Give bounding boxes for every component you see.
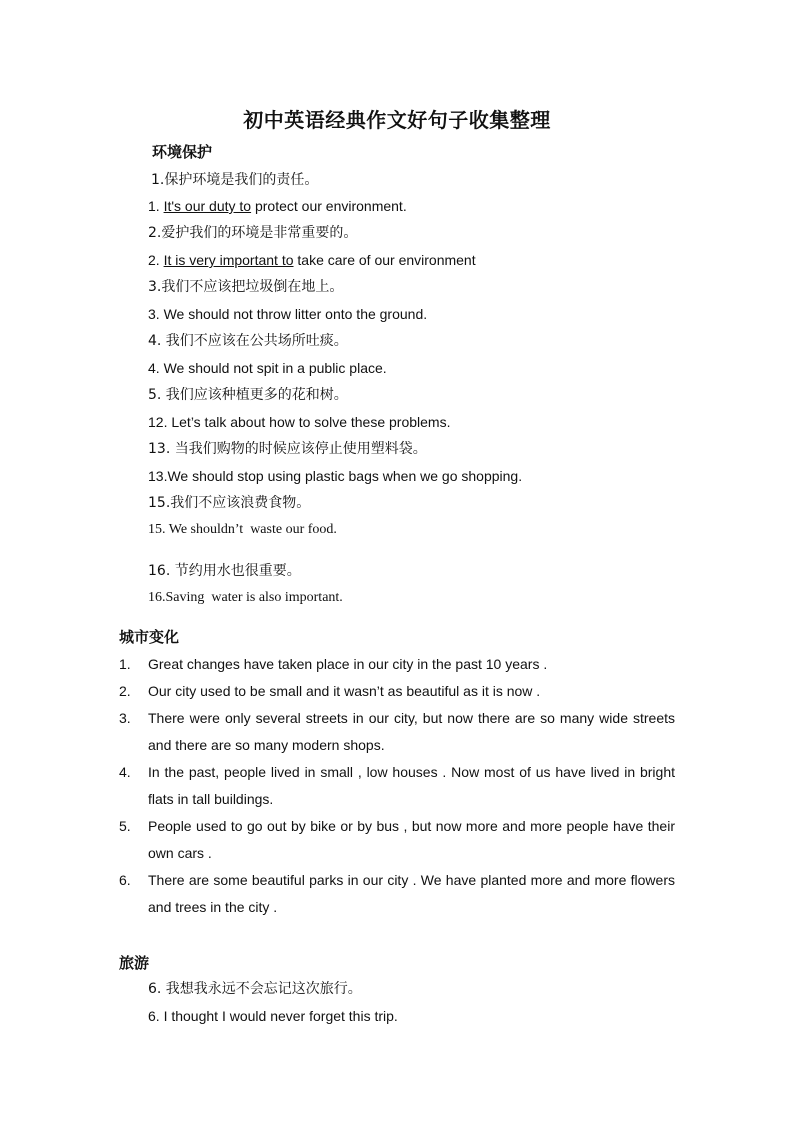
sentence-cn-13: 13. 当我们购物的时候应该停止使用塑料袋。 [148,441,427,457]
city-sentence-list [119,651,675,921]
section-heading-travel: 旅游 [119,954,150,972]
sentence-en-3: 3. We should not throw litter onto the ground. [148,306,428,322]
sentence-cn-3: 3.我们不应该把垃圾倒在地上。 [148,279,344,295]
sentence-en-13: 13.We should stop using plastic bags when we go shopping. [148,468,523,484]
sentence-cn-1: 1.保护环境是我们的责任。 [151,172,319,188]
sentence-en-2 [148,251,476,269]
sentence-en-1 [148,197,407,215]
sentence-cn-16: 16. 节约用水也很重要。 [148,563,301,579]
list-item-number: 3. [119,710,131,726]
sentence-en-4: 4. We should not spit in a public place. [148,360,387,376]
sentence-cn-2: 2.爱护我们的环境是非常重要的。 [148,225,358,241]
list-item-text: People used to go out by bike or by bus , but now more and more people have their own cars . [148,818,675,861]
list-item-text: There were only several streets in our city, but now there are so many wide streets and there are so many modern shops. [148,710,675,753]
list-item-number: 2. [119,683,131,699]
list-item-text: There are some beautiful parks in our city . We have planted more and more flowers and trees in the city . [148,872,675,915]
sentence-en-travel-6: 6. I thought I would never forget this trip. [148,1008,398,1024]
list-item-text: Our city used to be small and it wasn’t as beautiful as it is now . [148,683,541,699]
list-item [119,705,675,759]
sentence-cn-5: 5. 我们应该种植更多的花和树。 [148,387,348,403]
list-item-number: 4. [119,764,131,780]
list-item [119,867,675,921]
sentence-cn-15: 15.我们不应该浪费食物。 [148,495,311,511]
sentence-rest: take care of our environment [293,252,476,268]
list-item-text: In the past, people lived in small , low houses . Now most of us have lived in bright flats in tall buildings. [148,764,675,807]
sentence-cn-4: 4. 我们不应该在公共场所吐痰。 [148,333,348,349]
sentence-prefix: 2. [148,252,164,268]
sentence-en-15: 15. We shouldn’t waste our food. [148,522,337,537]
list-item [119,651,675,678]
section-heading-city: 城市变化 [119,628,180,646]
sentence-rest: protect our environment. [251,198,407,214]
document-title: 初中英语经典作文好句子收集整理 [243,108,551,132]
sentence-prefix: 1. [148,198,164,214]
section-heading-environment: 环境保护 [152,143,213,161]
list-item-number: 1. [119,656,131,672]
sentence-cn-travel-6: 6. 我想我永远不会忘记这次旅行。 [148,981,362,997]
sentence-en-12: 12. Let’s talk about how to solve these problems. [148,414,451,430]
underlined-phrase: It is very important to [163,252,294,268]
sentence-en-16: 16.Saving water is also important. [148,590,343,605]
underlined-phrase: It's our duty to [163,198,252,214]
list-item-text: Great changes have taken place in our city in the past 10 years . [148,656,548,672]
list-item [119,759,675,813]
list-item [119,813,675,867]
list-item-number: 6. [119,872,131,888]
list-item-number: 5. [119,818,131,834]
list-item [119,678,675,705]
